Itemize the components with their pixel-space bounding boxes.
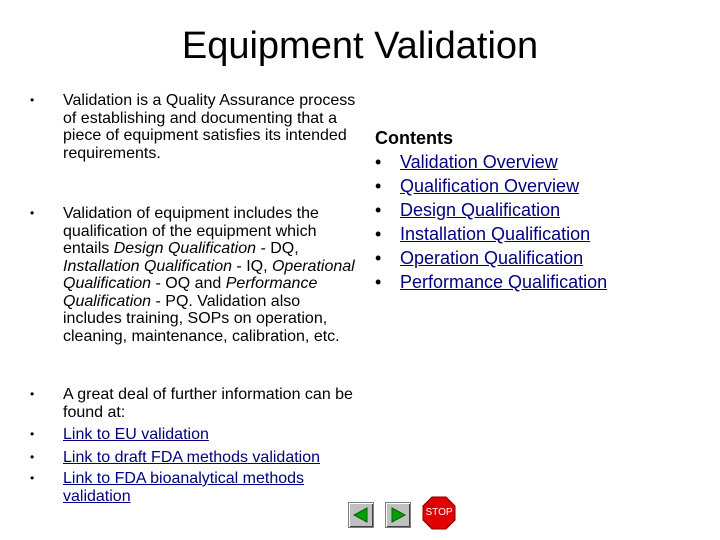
contents-item [375,270,715,294]
bullet-marker: • [30,206,35,220]
forward-arrow-icon [389,506,407,524]
bullet-marker: • [30,387,35,401]
contents-marker: • [375,224,382,244]
bullet-item [30,205,360,345]
bullet-item [30,386,360,421]
text-run: - DQ, [256,240,299,257]
bullet-marker: • [30,93,35,107]
link-fda-methods-validation[interactable]: Link to draft FDA methods validation [63,449,321,466]
bullet-item [30,426,209,444]
contents-link-validation-overview[interactable]: Validation Overview [400,152,558,172]
bullet-item [30,470,360,505]
contents-item [375,198,715,222]
contents-item [375,246,715,270]
contents-item [375,150,715,174]
contents-link-installation-qualification[interactable]: Installation Qualification [400,224,591,244]
contents-link-design-qualification[interactable]: Design Qualification [400,200,561,220]
text-run-italic: Operational Qualification [63,257,355,292]
text-run-italic: Design Qualification [113,240,256,257]
text-run-italic: Installation Qualification [63,257,232,275]
bullet-marker: • [30,471,35,485]
contents-link-operation-qualification[interactable]: Operation Qualification [400,248,584,268]
contents-marker: • [375,248,382,268]
contents-panel [375,126,715,294]
bullet-marker: • [30,427,35,441]
bullet-text: A great deal of further information can be found at: [63,386,353,421]
text-run: - OQ and [151,275,226,292]
bullet-item [30,92,360,162]
contents-heading: Contents [375,128,453,148]
text-run: - IQ, [231,257,272,275]
stop-label: STOP [425,507,453,518]
stop-button[interactable] [422,496,456,530]
contents-item [375,222,715,246]
forward-button[interactable] [385,502,411,528]
bullet-item [30,449,320,467]
link-fda-bioanalytical-validation[interactable]: Link to FDA bioanalytical methods validation [63,470,305,505]
contents-link-qualification-overview[interactable]: Qualification Overview [400,176,580,196]
slide-title: Equipment Validation [181,25,539,67]
contents-marker: • [375,200,382,220]
contents-link-performance-qualification[interactable]: Performance Qualification [400,272,608,292]
back-button[interactable] [348,502,374,528]
contents-marker: • [375,176,382,196]
contents-marker: • [375,152,382,172]
link-eu-validation[interactable]: Link to EU validation [63,426,209,443]
text-run: - PQ. Validation also includes training, SOPs on operation, cleaning, maintenance, calibration, etc. [63,292,340,345]
bullet-marker: • [30,450,35,464]
contents-marker: • [375,272,382,292]
back-arrow-icon [352,506,370,524]
contents-item [375,174,715,198]
text-run: Validation of equipment includes the qualification of the equipment which entails [63,205,319,257]
text-run-italic: Performance Qualification [63,275,318,310]
bullet-text: Validation is a Quality Assurance process of establishing and documenting that a piece of equipment satisfies its intended requirements. [63,92,356,162]
bullet-text [63,205,360,345]
